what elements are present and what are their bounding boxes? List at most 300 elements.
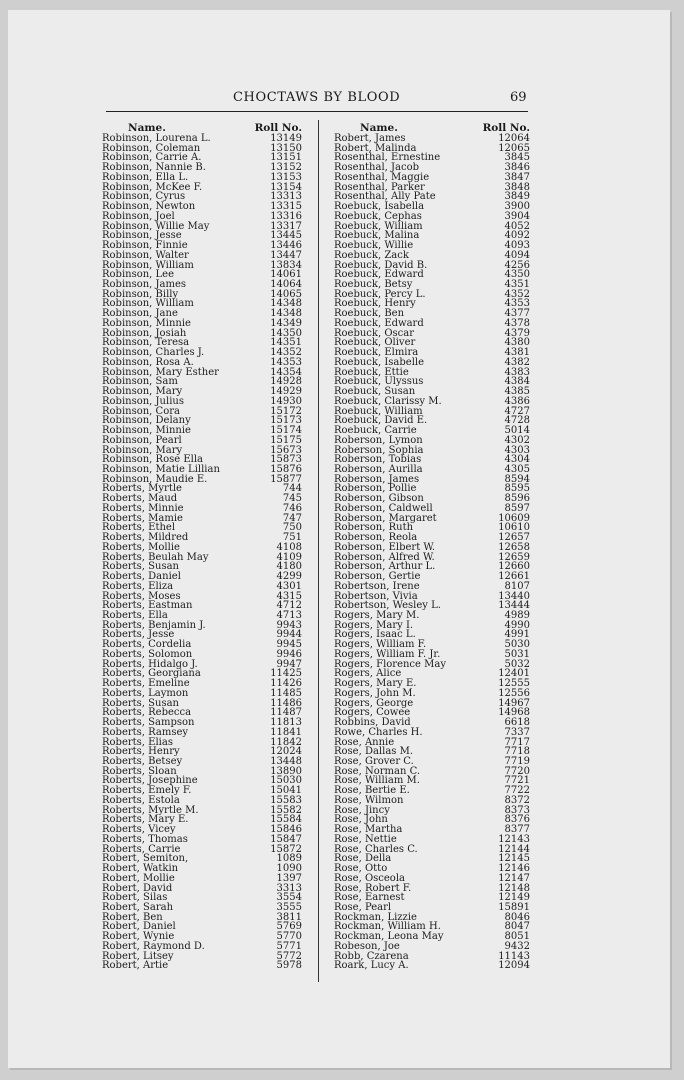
roll-number: 12143 <box>498 833 530 845</box>
roll-number: 4713 <box>276 609 302 621</box>
person-name: Roebuck, Elmira <box>334 347 419 359</box>
person-name: Roberson, Margaret <box>334 512 437 524</box>
roll-number: 4093 <box>504 240 530 252</box>
list-item <box>334 961 530 971</box>
roll-number: 13149 <box>270 133 302 144</box>
roll-number: 15175 <box>270 434 302 446</box>
roll-number: 9943 <box>276 619 302 631</box>
person-name: Roebuck, Betsy <box>334 279 413 291</box>
roll-number: 15891 <box>498 902 530 914</box>
person-name: Roberson, Lymon <box>334 434 423 446</box>
person-name: Roebuck, Ettie <box>334 366 409 378</box>
roll-number: 15873 <box>270 454 302 466</box>
roll-number: 1090 <box>276 863 302 875</box>
roll-number: 4379 <box>504 327 530 339</box>
roll-number: 8047 <box>504 921 530 933</box>
roll-number: 7722 <box>504 785 530 797</box>
roll-number: 4301 <box>276 580 302 592</box>
roll-number: 13313 <box>270 191 302 203</box>
person-name: Roberts, Estola <box>102 794 180 806</box>
roll-number: 4256 <box>504 259 530 271</box>
list-item <box>102 961 302 971</box>
roll-number: 14929 <box>270 386 302 398</box>
person-name: Roebuck, Clarissy M. <box>334 395 442 407</box>
roll-number: 12660 <box>498 561 530 573</box>
roll-number: 11485 <box>270 687 302 699</box>
roll-number: 4386 <box>504 395 530 407</box>
roll-number: 9432 <box>504 940 530 952</box>
roll-number: 14348 <box>270 298 302 310</box>
person-name: Roberts, Moses <box>102 590 181 602</box>
roll-number: 5031 <box>504 648 530 660</box>
roll-number: 15877 <box>270 473 302 485</box>
person-name: Robinson, James <box>102 279 187 291</box>
person-name: Rose, Robert F. <box>334 882 412 894</box>
roll-number: 4378 <box>504 317 530 329</box>
roll-number: 4384 <box>504 376 530 388</box>
person-name: Roberts, Eastman <box>102 600 193 612</box>
person-name: Rose, Jincy <box>334 804 390 816</box>
roll-number: 4727 <box>504 405 530 417</box>
roll-number: 15847 <box>270 833 302 845</box>
person-name: Rose, Earnest <box>334 892 405 904</box>
roll-number: 9944 <box>276 629 302 641</box>
person-name: Roebuck, William <box>334 220 423 232</box>
roll-number: 4385 <box>504 386 530 398</box>
roll-number: 12065 <box>498 142 530 154</box>
person-name: Robinson, Minnie <box>102 317 191 329</box>
person-name: Roebuck, David B. <box>334 259 428 271</box>
roll-number: 4353 <box>504 298 530 310</box>
person-name: Roberts, Benjamin J. <box>102 619 206 631</box>
person-name: Robert, James <box>334 133 406 144</box>
person-name: Roberts, Hidalgo J. <box>102 658 198 670</box>
roll-number: 8596 <box>504 493 530 505</box>
roll-number: 10609 <box>498 512 530 524</box>
roll-number: 4108 <box>276 541 302 553</box>
person-name: Robinson, Lourena L. <box>102 133 211 144</box>
roll-number: 4712 <box>276 600 302 612</box>
roll-number: 4382 <box>504 356 530 368</box>
roll-number: 11143 <box>498 950 530 962</box>
roll-number: 9945 <box>276 639 302 651</box>
roll-number: 11813 <box>270 717 302 729</box>
roll-number: 15173 <box>270 415 302 427</box>
person-name: Roberts, Susan <box>102 561 179 573</box>
roll-number: 14061 <box>270 269 302 281</box>
person-name: Roberts, Solomon <box>102 648 193 660</box>
roll-number: 15174 <box>270 425 302 437</box>
person-name: Roebuck, Oscar <box>334 327 414 339</box>
person-name: Roberts, Ramsey <box>102 726 189 738</box>
person-name: Roebuck, Cephas <box>334 210 422 222</box>
person-name: Rose, William M. <box>334 775 420 787</box>
person-name: Rose, Martha <box>334 824 403 836</box>
roll-number: 7720 <box>504 765 530 777</box>
person-name: Robertson, Vivia <box>334 590 418 602</box>
roll-number: 4092 <box>504 230 530 242</box>
person-name: Robinson, Charles J. <box>102 347 205 359</box>
person-name: Roberts, Eliza <box>102 580 174 592</box>
roll-number: 13444 <box>498 600 530 612</box>
person-name: Rosenthal, Parker <box>334 181 425 193</box>
person-name: Roberts, Sloan <box>102 765 177 777</box>
person-name: Robert, Daniel <box>102 921 176 933</box>
roll-number: 12661 <box>498 571 530 583</box>
person-name: Robinson, Ella L. <box>102 171 189 183</box>
person-name: Roebuck, David E. <box>334 415 428 427</box>
person-name: Robbins, David <box>334 717 411 729</box>
person-name: Rose, Annie <box>334 736 395 748</box>
person-name: Robeson, Joe <box>334 940 400 952</box>
person-name: Rogers, Isaac L. <box>334 629 416 641</box>
person-name: Robinson, Cyrus <box>102 191 186 203</box>
person-name: Robinson, Newton <box>102 201 196 213</box>
person-name: Roberson, Aurilla <box>334 463 423 475</box>
person-name: Roebuck, Willie <box>334 240 414 252</box>
person-name: Roberts, Emeline <box>102 678 190 690</box>
roll-number: 7719 <box>504 756 530 767</box>
person-name: Rose, Norman C. <box>334 765 421 777</box>
roll-number: 3904 <box>504 210 530 222</box>
person-name: Rosenthal, Jacob <box>334 162 420 174</box>
person-name: Rose, Grover C. <box>334 756 414 767</box>
person-name: Rogers, George <box>334 697 414 709</box>
person-name: Robinson, William <box>102 298 194 310</box>
roll-number: 12145 <box>498 853 530 865</box>
roll-number: 5978 <box>276 960 302 972</box>
roll-number: 6618 <box>504 717 530 729</box>
roll-number: 4052 <box>504 220 530 232</box>
document-page <box>8 10 670 1068</box>
person-name: Robinson, Mary Esther <box>102 366 219 378</box>
person-name: Robert, Watkin <box>102 863 179 875</box>
name-column-label: Name. <box>128 122 166 134</box>
person-name: Roberts, Josephine <box>102 775 198 787</box>
person-name: Robinson, Finnie <box>102 240 188 252</box>
person-name: Rosenthal, Ally Pate <box>334 191 436 203</box>
header-rule <box>106 111 528 112</box>
roll-number: 13890 <box>270 765 302 777</box>
person-name: Roberts, Ella <box>102 609 168 621</box>
person-name: Robert, Malinda <box>334 142 417 154</box>
person-name: Robinson, Rosa A. <box>102 356 194 368</box>
right-column <box>334 122 530 971</box>
person-name: Rogers, Cowee <box>334 707 411 719</box>
roll-number: 5030 <box>504 639 530 651</box>
person-name: Roberson, Reola <box>334 532 418 544</box>
person-name: Robert, Mollie <box>102 872 175 884</box>
person-name: Roberts, Elias <box>102 736 173 748</box>
roll-number: 12146 <box>498 863 530 875</box>
roll-number: 5032 <box>504 658 530 670</box>
person-name: Rogers, John M. <box>334 687 416 699</box>
person-name: Roberts, Daniel <box>102 571 181 583</box>
person-name: Roberson, Arthur L. <box>334 561 436 573</box>
roll-number: 13150 <box>270 142 302 154</box>
roll-number: 11842 <box>270 736 302 748</box>
person-name: Robert, Sarah <box>102 902 174 914</box>
person-name: Robinson, William <box>102 259 194 271</box>
roll-number: 4352 <box>504 288 530 300</box>
roll-number: 15876 <box>270 463 302 475</box>
roll-number: 15030 <box>270 775 302 787</box>
person-name: Robinson, Walter <box>102 249 189 261</box>
roll-column-label: Roll No. <box>482 122 530 134</box>
roll-number: 4989 <box>504 609 530 621</box>
person-name: Roberson, Elbert W. <box>334 541 436 553</box>
roll-number: 14350 <box>270 327 302 339</box>
roll-number: 13317 <box>270 220 302 232</box>
person-name: Roberts, Maud <box>102 493 178 505</box>
roll-number: 8051 <box>504 931 530 943</box>
person-name: Robinson, Pearl <box>102 434 182 446</box>
person-name: Rogers, Mary M. <box>334 609 420 621</box>
person-name: Rogers, Florence May <box>334 658 446 670</box>
roll-number: 4302 <box>504 434 530 446</box>
person-name: Rose, Osceola <box>334 872 405 884</box>
person-name: Roberts, Jesse <box>102 629 175 641</box>
roll-number: 13445 <box>270 230 302 242</box>
roll-number: 1397 <box>276 872 302 884</box>
page-number: 69 <box>510 90 527 105</box>
roll-number: 5014 <box>504 425 530 437</box>
person-name: Robinson, Sam <box>102 376 178 388</box>
roll-number: 12657 <box>498 532 530 544</box>
person-name: Roebuck, Isabella <box>334 201 425 213</box>
person-name: Robinson, Delany <box>102 415 191 427</box>
roll-number: 11841 <box>270 726 302 738</box>
roll-number: 5771 <box>276 940 302 952</box>
person-name: Roberts, Henry <box>102 746 180 758</box>
person-name: Roberts, Susan <box>102 697 179 709</box>
person-name: Roberson, Pollie <box>334 483 417 495</box>
person-name: Roebuck, Percy L. <box>334 288 426 300</box>
person-name: Rogers, William F. <box>334 639 427 651</box>
roll-number: 4303 <box>504 444 530 456</box>
column-divider <box>318 120 319 982</box>
person-name: Roebuck, Susan <box>334 386 416 398</box>
page-header <box>8 90 670 110</box>
roll-number: 14349 <box>270 317 302 329</box>
person-name: Rose, John <box>334 814 388 826</box>
person-name: Robinson, Matie Lillian <box>102 463 220 475</box>
roll-number: 13440 <box>498 590 530 602</box>
person-name: Roberson, Caldwell <box>334 502 433 514</box>
person-name: Robert, David <box>102 882 173 894</box>
person-name: Roberson, Gibson <box>334 493 424 505</box>
roll-number: 8595 <box>504 483 530 495</box>
roll-number: 4377 <box>504 308 530 320</box>
roll-number: 5770 <box>276 931 302 943</box>
person-name: Roebuck, Oliver <box>334 337 416 349</box>
person-name: Roebuck, Isabelle <box>334 356 425 368</box>
person-name: Robinson, Willie May <box>102 220 210 232</box>
person-name: Rosenthal, Ernestine <box>334 152 441 164</box>
roll-number: 14065 <box>270 288 302 300</box>
person-name: Robert, Semiton, <box>102 853 189 865</box>
person-name: Robinson, Teresa <box>102 337 190 349</box>
roll-number: 7718 <box>504 746 530 758</box>
person-name: Robinson, Maudie E. <box>102 473 208 485</box>
roll-number: 4109 <box>276 551 302 563</box>
roll-number: 8376 <box>504 814 530 826</box>
roll-number: 11486 <box>270 697 302 709</box>
person-name: Robinson, Minnie <box>102 425 191 437</box>
person-name: Roberson, Tobias <box>334 454 422 466</box>
person-name: Roberts, Vicey <box>102 824 176 836</box>
roll-number: 14967 <box>498 697 530 709</box>
roll-number: 14354 <box>270 366 302 378</box>
roll-number: 3554 <box>276 892 302 904</box>
roll-number: 13315 <box>270 201 302 213</box>
person-name: Robinson, McKee F. <box>102 181 203 193</box>
person-name: Rose, Wilmon <box>334 794 404 806</box>
person-name: Robert, Ben <box>102 911 163 923</box>
person-name: Rockman, Leona May <box>334 931 444 943</box>
person-name: Robinson, Nannie B. <box>102 162 206 174</box>
roll-number: 751 <box>282 532 302 544</box>
roll-number: 3849 <box>504 191 530 203</box>
person-name: Roberts, Laymon <box>102 687 189 699</box>
roll-number: 4180 <box>276 561 302 573</box>
roll-number: 14351 <box>270 337 302 349</box>
roll-number: 3847 <box>504 171 530 183</box>
person-name: Robinson, Jane <box>102 308 178 320</box>
roll-number: 4350 <box>504 269 530 281</box>
roll-number: 3313 <box>276 882 302 894</box>
roll-number: 4304 <box>504 454 530 466</box>
person-name: Roebuck, Edward <box>334 317 424 329</box>
roll-number: 13154 <box>270 181 302 193</box>
roll-number: 13834 <box>270 259 302 271</box>
roll-number: 4383 <box>504 366 530 378</box>
roll-number: 15582 <box>270 804 302 816</box>
person-name: Robertson, Irene <box>334 580 420 592</box>
roll-number: 11425 <box>270 668 302 680</box>
roll-number: 15172 <box>270 405 302 417</box>
person-name: Robb, Czarena <box>334 950 409 962</box>
person-name: Robert, Raymond D. <box>102 940 205 952</box>
roll-number: 4351 <box>504 279 530 291</box>
roll-number: 12147 <box>498 872 530 884</box>
roll-number: 13152 <box>270 162 302 174</box>
person-name: Roebuck, Malina <box>334 230 420 242</box>
roll-number: 12555 <box>498 678 530 690</box>
roll-number: 14353 <box>270 356 302 368</box>
person-name: Rogers, Mary I. <box>334 619 414 631</box>
person-name: Roberts, Betsey <box>102 756 183 767</box>
roll-number: 15846 <box>270 824 302 836</box>
roll-number: 7721 <box>504 775 530 787</box>
roll-number: 15872 <box>270 843 302 855</box>
roll-number: 4380 <box>504 337 530 349</box>
person-name: Roebuck, Edward <box>334 269 424 281</box>
person-name: Roebuck, Carrie <box>334 425 417 437</box>
left-column <box>102 122 302 971</box>
person-name: Roebuck, Ulyssus <box>334 376 424 388</box>
person-name: Roark, Lucy A. <box>334 960 409 972</box>
person-name: Roberson, Sophia <box>334 444 424 456</box>
roll-column-label: Roll No. <box>254 122 302 134</box>
person-name: Roberts, Cordelia <box>102 639 192 651</box>
roll-number: 12401 <box>498 668 530 680</box>
roll-number: 8046 <box>504 911 530 923</box>
person-name: Roebuck, Henry <box>334 298 416 310</box>
roll-number: 12658 <box>498 541 530 553</box>
person-name: Roberts, Minnie <box>102 502 184 514</box>
person-name: Rose, Charles C. <box>334 843 418 855</box>
roll-number: 7337 <box>504 726 530 738</box>
person-name: Roberts, Myrtle <box>102 483 182 495</box>
person-name: Robinson, Cora <box>102 405 180 417</box>
roll-number: 12064 <box>498 133 530 144</box>
person-name: Roberts, Myrtle M. <box>102 804 199 816</box>
person-name: Roberts, Mollie <box>102 541 180 553</box>
roll-number: 15041 <box>270 785 302 797</box>
roll-number: 10610 <box>498 522 530 534</box>
person-name: Roberts, Carrie <box>102 843 181 855</box>
person-name: Rogers, Alice <box>334 668 402 680</box>
roll-number: 750 <box>282 522 302 534</box>
roll-number: 8594 <box>504 473 530 485</box>
person-name: Roberts, Mamie <box>102 512 183 524</box>
roll-number: 15673 <box>270 444 302 456</box>
roll-number: 4305 <box>504 463 530 475</box>
roll-number: 14928 <box>270 376 302 388</box>
roll-number: 4315 <box>276 590 302 602</box>
roll-number: 3555 <box>276 902 302 914</box>
roll-number: 12094 <box>498 960 530 972</box>
roll-number: 12144 <box>498 843 530 855</box>
person-name: Robinson, Josiah <box>102 327 187 339</box>
roll-number: 4990 <box>504 619 530 631</box>
roll-number: 8373 <box>504 804 530 816</box>
roll-number: 4381 <box>504 347 530 359</box>
roll-number: 1089 <box>276 853 302 865</box>
roll-number: 11426 <box>270 678 302 690</box>
roll-number: 14348 <box>270 308 302 320</box>
roll-number: 8597 <box>504 502 530 514</box>
person-name: Roebuck, Ben <box>334 308 405 320</box>
roll-number: 7717 <box>504 736 530 748</box>
name-column-label: Name. <box>360 122 398 134</box>
roll-number: 13447 <box>270 249 302 261</box>
roll-number: 3900 <box>504 201 530 213</box>
person-name: Robert, Silas <box>102 892 168 904</box>
person-name: Robert, Wynie <box>102 931 175 943</box>
person-name: Roberson, Gertie <box>334 571 421 583</box>
person-name: Rose, Otto <box>334 863 388 875</box>
person-name: Rockman, William H. <box>334 921 441 933</box>
person-name: Roebuck, Zack <box>334 249 409 261</box>
person-name: Robinson, Mary <box>102 444 183 456</box>
person-name: Robinson, Joel <box>102 210 175 222</box>
roll-number: 13448 <box>270 756 302 767</box>
roll-number: 14064 <box>270 279 302 291</box>
roll-number: 12149 <box>498 892 530 904</box>
roll-number: 14352 <box>270 347 302 359</box>
roll-number: 747 <box>282 512 302 524</box>
person-name: Robertson, Wesley L. <box>334 600 441 612</box>
person-name: Rogers, William F. Jr. <box>334 648 441 660</box>
roll-number: 12659 <box>498 551 530 563</box>
roll-number: 3845 <box>504 152 530 164</box>
person-name: Robinson, Billy <box>102 288 179 300</box>
roll-number: 5772 <box>276 950 302 962</box>
roll-number: 14968 <box>498 707 530 719</box>
roll-number: 5769 <box>276 921 302 933</box>
